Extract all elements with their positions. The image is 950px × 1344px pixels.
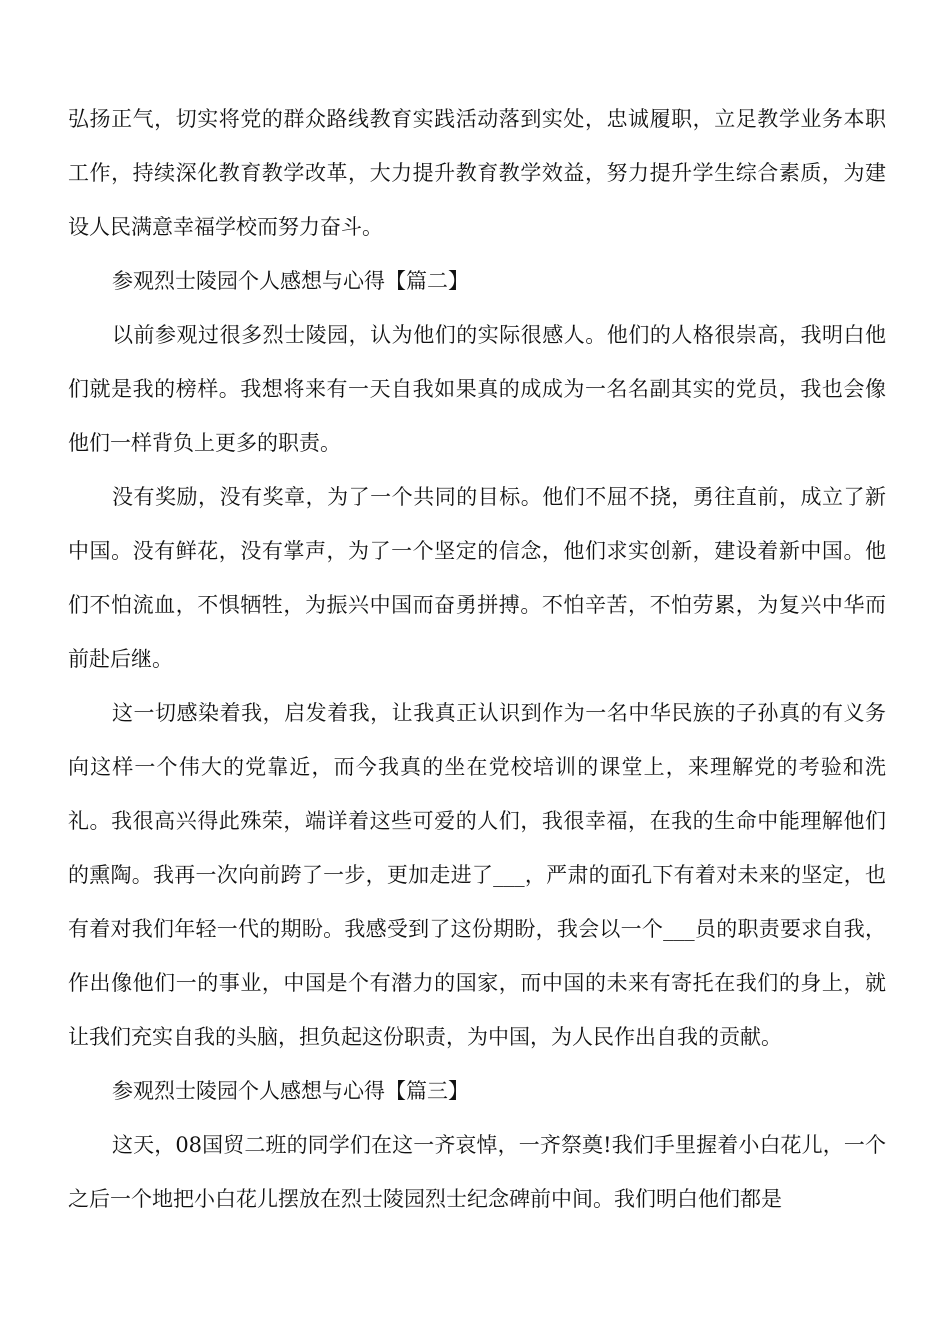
paragraph-continuation: 弘扬正气，切实将党的群众路线教育实践活动落到实处，忠诚履职，立足教学业务本职工作，持续深化教育教学改革，大力提升教育教学效益，努力提升学生综合素质，为建设人民满意幸福学校而努力奋斗。 [68,107,886,239]
paragraph-body: 这一切感染着我，启发着我，让我真正认识到作为一名中华民族的子孙真的有义务向这样一个伟大的党靠近，而今我真的坐在党校培训的课堂上，来理解党的考验和洗礼。我很高兴得此殊荣，端详着这些可爱的人们，我很幸福，在我的生命中能理解他们的熏陶。我再一次向前跨了一步，更加走进了___，严肃的面孔下有着对未来的坚定，也有着对我们年轻一代的期盼。我感受到了这份期盼，我会以一个___员的职责要求自我，作出像他们一的事业，中国是个有潜力的国家，而中国的未来有寄托在我们的身上，就让我们充实自我的头脑，担负起这份职责，为中国，为人民作出自我的贡献。 [68,701,886,1049]
paragraph-body: 没有奖励，没有奖章，为了一个共同的目标。他们不屈不挠，勇往直前，成立了新中国。没有鲜花，没有掌声，为了一个坚定的信念，他们求实创新，建设着新中国。他们不怕流血，不惧牺牲，为振兴中国而奋勇拼搏。不怕辛苦，不怕劳累，为复兴中华而前赴后继。 [68,485,886,671]
section-heading-part-two: 参观烈士陵园个人感想与心得【篇二】 [112,269,469,293]
document-page [68,92,886,1226]
paragraph-body: 这天，08国贸二班的同学们在这一齐哀悼，一齐祭奠!我们手里握着小白花儿，一个之后一个地把小白花儿摆放在烈士陵园烈士纪念碑前中间。我们明白他们都是 [68,1133,886,1211]
paragraph-body: 以前参观过很多烈士陵园，认为他们的实际很感人。他们的人格很崇高，我明白他们就是我的榜样。我想将来有一天自我如果真的成成为一名名副其实的党员，我也会像他们一样背负上更多的职责。 [68,323,886,455]
section-heading-part-three: 参观烈士陵园个人感想与心得【篇三】 [112,1079,469,1103]
